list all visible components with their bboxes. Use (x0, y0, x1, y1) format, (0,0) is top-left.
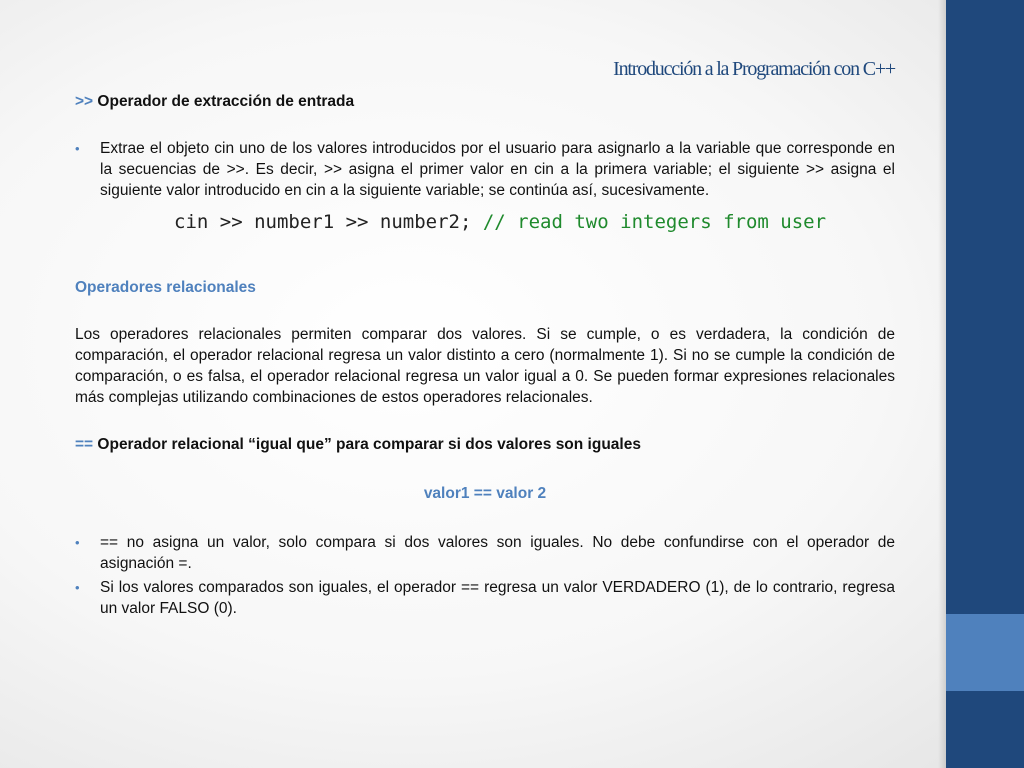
extraction-heading-text: Operador de extracción de entrada (93, 93, 355, 110)
slide-content (75, 91, 895, 619)
code-comment: // read two integers from user (482, 211, 827, 233)
extraction-bullet-text: Extrae el objeto cin uno de los valores introducidos por el usuario para asignarlo a la variable que corresponde en la secuencias de >>. Es decir, >> asigna el primer valor en cin a la primera variable; el siguiente >> asigna el siguiente valor introducido en cin a la siguiente variable; se continúa así, sucesivamente. (100, 140, 895, 199)
equality-bullet-2-text: Si los valores comparados son iguales, el operador == regresa un valor VERDADERO (1), de lo contrario, regresa un valor FALSO (0). (100, 579, 895, 617)
extraction-bullet (75, 138, 895, 201)
section-relational-heading: Operadores relacionales (75, 279, 256, 296)
equality-operator-marker: == (75, 436, 94, 453)
sidebar-shadow (938, 0, 946, 768)
sidebar-accent-block (946, 614, 1024, 691)
bullet-icon: • (75, 141, 80, 156)
equality-heading-text: Operador relacional “igual que” para comparar si dos valores son iguales (93, 436, 641, 453)
slide-title: Introducción a la Programación con C++ (613, 58, 895, 80)
code-statement: cin >> number1 >> number2; (174, 211, 483, 233)
equality-bullet-1-text: == no asigna un valor, solo compara si dos valores son iguales. No debe confundirse con el operador de asignación =. (100, 534, 895, 572)
equality-bullet-2 (75, 577, 895, 619)
code-example (174, 209, 895, 235)
equality-bullet-1 (75, 532, 895, 574)
bullet-icon: • (75, 535, 80, 550)
section-extraction-heading (75, 91, 895, 112)
relational-paragraph: Los operadores relacionales permiten comparar dos valores. Si se cumple, o es verdadera, la condición de comparación, el operador relacional regresa un valor distinto a cero (normalmente 1). Si no se cumple la condición de comparación, o es falsa, el operador relacional regresa un valor igual a 0. Se pueden formar expresiones relacionales más complejas utilizando combinaciones de estos operadores relacionales. (75, 326, 895, 406)
bullet-icon: • (75, 580, 80, 595)
equality-example: valor1 == valor 2 (423, 485, 547, 502)
section-equality-heading (75, 434, 895, 455)
extraction-operator-marker: >> (75, 93, 94, 110)
